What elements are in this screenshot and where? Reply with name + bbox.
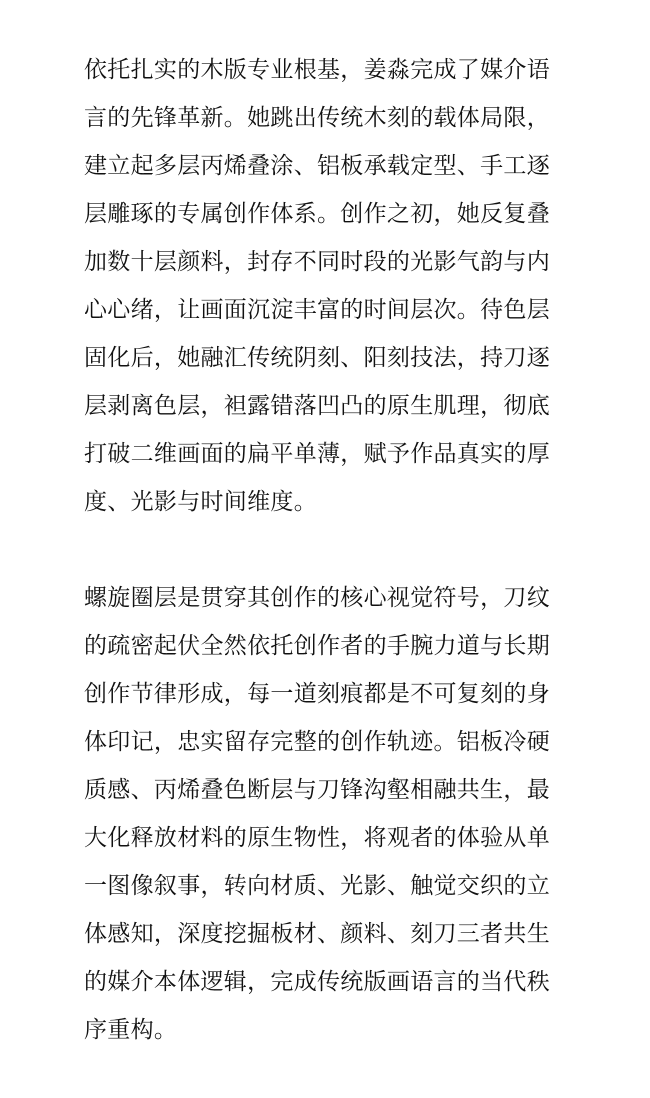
text-line: 加数十层颜料，封存不同时段的光影气韵与内 (84, 249, 550, 275)
paragraph-spacer (84, 526, 584, 574)
text-line: 体印记，忠实留存完整的创作轨迹。铝板冷硬 (84, 729, 550, 755)
text-line: 度、光影与时间维度。 (84, 489, 317, 515)
text-line: 心心绪，让画面沉淀丰富的时间层次。待色层 (84, 297, 550, 323)
text-line: 一图像叙事，转向材质、光影、触觉交织的立 (84, 873, 550, 899)
text-line: 固化后，她融汇传统阴刻、阳刻技法，持刀逐 (84, 345, 550, 371)
text-line: 质感、丙烯叠色断层与刀锋沟壑相融共生，最 (84, 777, 550, 803)
text-line: 层雕琢的专属创作体系。创作之初，她反复叠 (84, 201, 550, 227)
text-line: 创作节律形成，每一道刻痕都是不可复刻的身 (84, 681, 550, 707)
text-line: 打破二维画面的扁平单薄，赋予作品真实的厚 (84, 441, 550, 467)
article-body (84, 46, 584, 1054)
text-line: 的媒介本体逻辑，完成传统版画语言的当代秩 (84, 969, 550, 995)
text-line: 建立起多层丙烯叠涂、铝板承载定型、手工逐 (84, 153, 550, 179)
text-line: 依托扎实的木版专业根基，姜淼完成了媒介语 (84, 57, 550, 83)
text-line: 的疏密起伏全然依托创作者的手腕力道与长期 (84, 633, 550, 659)
text-line: 言的先锋革新。她跳出传统木刻的载体局限， (84, 105, 550, 131)
text-line: 层剥离色层，袒露错落凹凸的原生肌理，彻底 (84, 393, 550, 419)
paragraph-1 (84, 46, 584, 526)
text-line: 螺旋圈层是贯穿其创作的核心视觉符号，刀纹 (84, 585, 550, 611)
text-line: 大化释放材料的原生物性，将观者的体验从单 (84, 825, 550, 851)
text-line: 序重构。 (84, 1017, 178, 1043)
paragraph-2 (84, 574, 584, 1054)
text-line: 体感知，深度挖掘板材、颜料、刻刀三者共生 (84, 921, 550, 947)
